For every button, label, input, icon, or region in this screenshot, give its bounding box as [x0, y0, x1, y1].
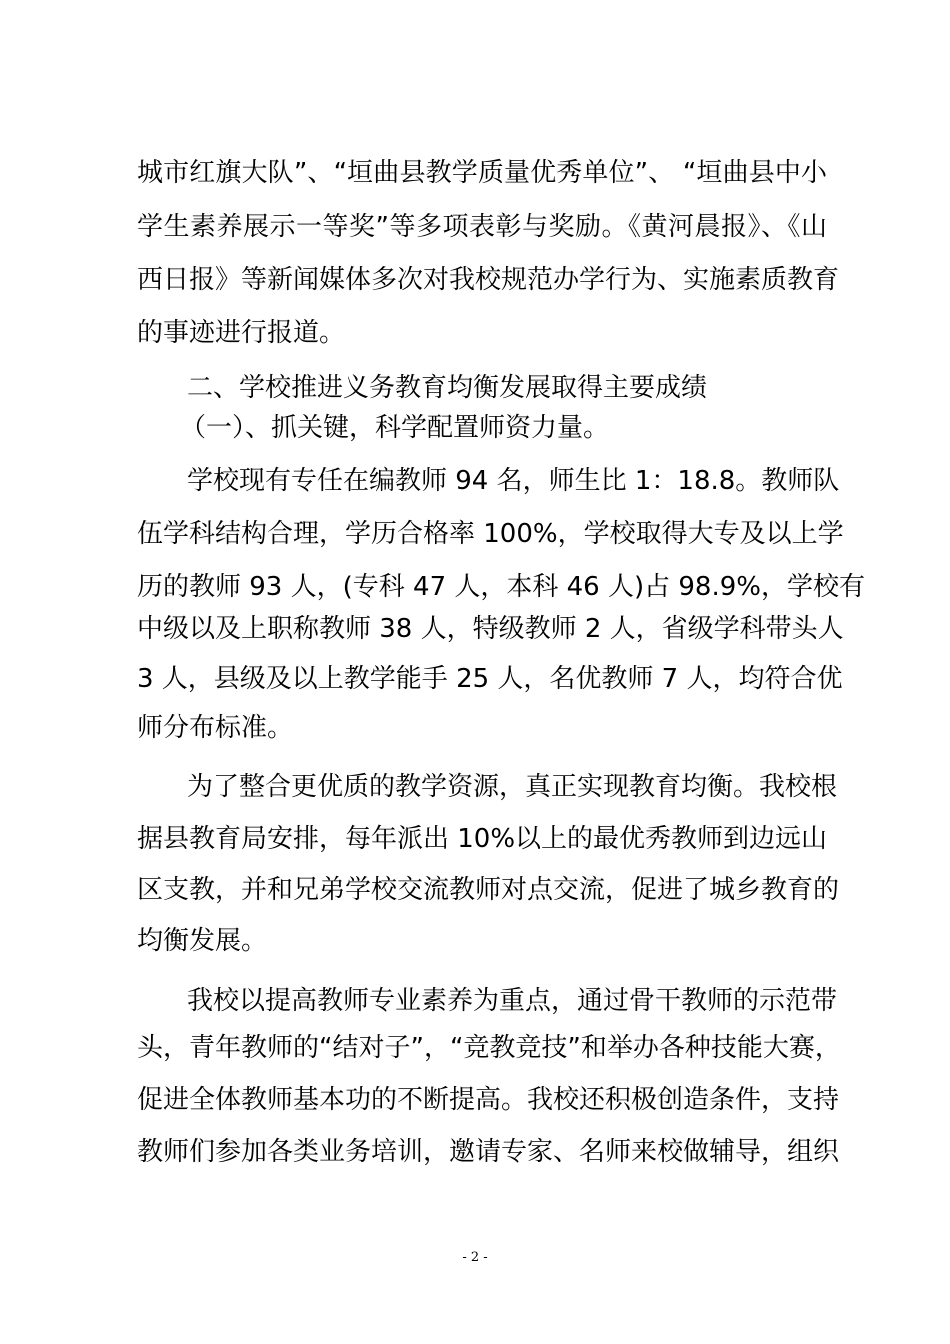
body-text-line: 均衡发展。 — [137, 926, 268, 956]
body-text-line: 历的教师 93 人，(专科 47 人，本科 46 人)占 98.9%，学校有 — [137, 572, 865, 602]
body-text-line: 城市红旗大队”、“垣曲县教学质量优秀单位”、 “垣曲县中小 — [137, 158, 827, 188]
page-number: - 2 - — [462, 1250, 488, 1265]
body-text-line: 学校现有专任在编教师 94 名，师生比 1：18.8。教师队 — [187, 466, 840, 496]
body-text-line: 区支教，并和兄弟学校交流教师对点交流，促进了城乡教育的 — [137, 875, 840, 905]
body-text-line: 教师们参加各类业务培训，邀请专家、名师来校做辅导，组织 — [137, 1137, 840, 1167]
body-text-line: 伍学科结构合理，学历合格率 100%，学校取得大专及以上学 — [137, 519, 844, 549]
body-text-line: 中级以及上职称教师 38 人，特级教师 2 人，省级学科带头人 — [137, 614, 844, 644]
body-text-line: 为了整合更优质的教学资源，真正实现教育均衡。我校根 — [187, 772, 838, 802]
body-text-line: 据县教育局安排，每年派出 10%以上的最优秀教师到边远山 — [137, 824, 828, 854]
body-text-line: 的事迹进行报道。 — [137, 318, 346, 348]
body-text-line: 促进全体教师基本功的不断提高。我校还积极创造条件，支持 — [137, 1085, 840, 1115]
body-text-line: 我校以提高教师专业素养为重点，通过骨干教师的示范带 — [187, 986, 838, 1016]
body-text-line: 师分布标准。 — [137, 713, 294, 743]
section-heading: 二、学校推进义务教育均衡发展取得主要成绩 — [187, 373, 708, 403]
body-text-line: 学生素养展示一等奖”等多项表彰与奖励。《黄河晨报》、《山 — [137, 212, 827, 242]
body-text-line: 3 人，县级及以上教学能手 25 人，名优教师 7 人，均符合优 — [137, 664, 843, 694]
body-text-line: 头，青年教师的“结对子”，“竞教竞技”和举办各种技能大赛， — [137, 1033, 841, 1063]
body-text-line: 西日报》等新闻媒体多次对我校规范办学行为、实施素质教育 — [137, 265, 840, 295]
subsection-heading: （一）、抓关键，科学配置师资力量。 — [180, 413, 610, 443]
